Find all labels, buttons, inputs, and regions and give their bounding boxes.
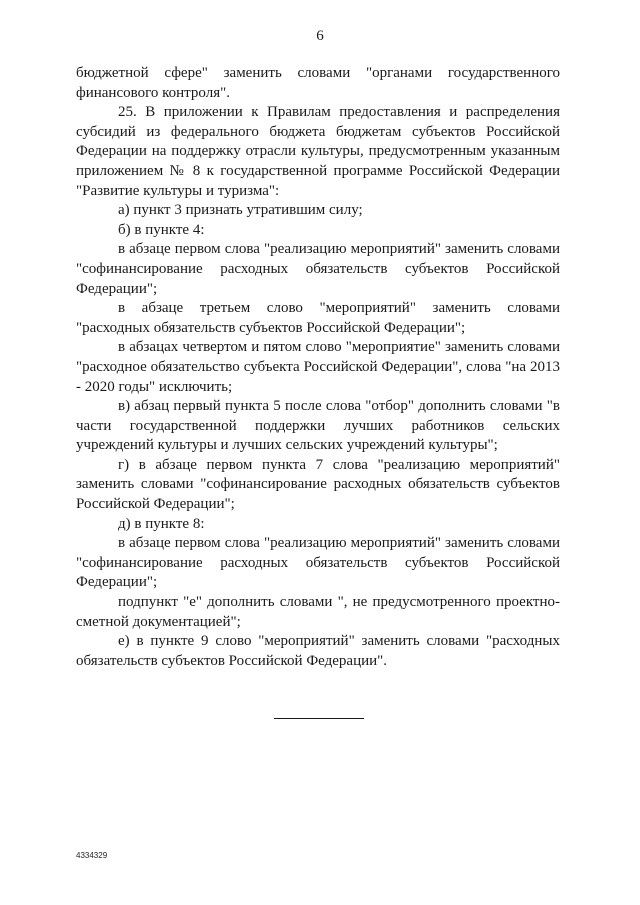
paragraph-subitem-b: б) в пункте 4: xyxy=(118,221,205,238)
paragraph-item-25: 25. В приложении к Правилам предоставления и распределения субсидий из федерального бюджета бюджетам субъектов Российской Федерации на поддержку отрасли культуры, предусмотренным указанным приложением № 8 к государственной программе Российской Федерации "Развитие культуры и туризма": xyxy=(76,104,560,199)
paragraph-b-abzac-3: в абзаце третьем слово "мероприятий" заменить словами "расходных обязательств субъектов Российской Федерации"; xyxy=(76,300,560,336)
paragraph-subitem-a: а) пункт 3 признать утратившим силу; xyxy=(118,202,363,219)
paragraph-d-abzac-1: в абзаце первом слова "реализацию мероприятий" заменить словами "софинансирование расходных обязательств субъектов Российской Федерации"; xyxy=(76,535,560,591)
paragraph-d-podpunkt-e: подпункт "е" дополнить словами ", не предусмотренного проектно-сметной документацией"; xyxy=(76,594,560,630)
paragraph-subitem-g: г) в абзаце первом пункта 7 слова "реализацию мероприятий" заменить словами "софинансирование расходных обязательств субъектов Российской Федерации"; xyxy=(76,456,560,513)
paragraph-b-abzac-1: в абзаце первом слова "реализацию мероприятий" заменить словами "софинансирование расходных обязательств субъектов Российской Федерации"; xyxy=(76,241,560,297)
paragraph-subitem-e: е) в пункте 9 слово "мероприятий" заменить словами "расходных обязательств субъектов Российской Федерации". xyxy=(76,633,560,669)
page-number: 6 xyxy=(316,28,324,44)
paragraph-b-abzac-4-5: в абзацах четвертом и пятом слово "мероприятие" заменить словами "расходное обязательство субъекта Российской Федерации", слова "на 2013 - 2020 годы" исключить; xyxy=(76,339,560,395)
document-code: 4334329 xyxy=(76,851,108,860)
paragraph-continuation: бюджетной сфере" заменить словами "органами государственного финансового контроля". xyxy=(76,65,560,101)
end-divider xyxy=(274,718,364,719)
paragraph-subitem-d: д) в пункте 8: xyxy=(118,515,205,532)
paragraph-subitem-v: в) абзац первый пункта 5 после слова "отбор" дополнить словами "в части государственной поддержки лучших работников сельских учреждений культуры и лучших сельских учреждений культуры"; xyxy=(76,398,560,454)
document-body xyxy=(76,64,560,671)
